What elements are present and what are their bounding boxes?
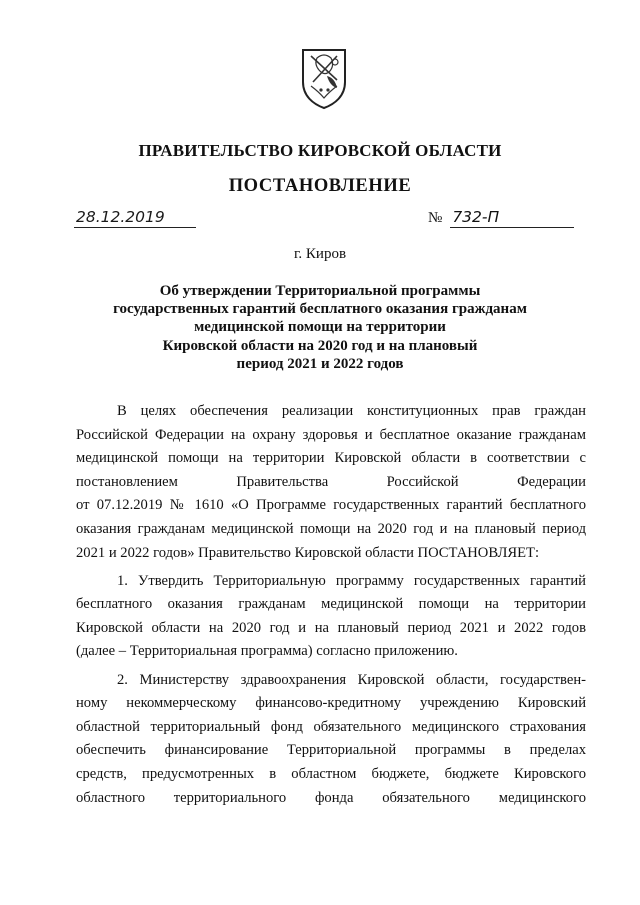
text-line: обеспечить финансирование Территориальной программы в пределах (76, 742, 586, 759)
text-line: постановлением Правительства Российской Федерации (76, 473, 586, 490)
document-title (0, 282, 640, 373)
text-line: от 07.12.2019 № 1610 «О Программе государственных гарантий бесплатного (76, 497, 586, 514)
document-body (76, 400, 586, 815)
number-label: № (428, 210, 443, 226)
text-line: средств, предусмотренных в областном бюджете, бюджете Кировского (76, 765, 586, 782)
text-line: Кировской области на 2020 год и на плановый период 2021 и 2022 годов (76, 619, 586, 636)
title-line: медицинской помощи на территории (194, 319, 446, 336)
title-line: Об утверждении Территориальной программы (159, 283, 481, 299)
text-line: ному некоммерческому финансово-кредитному учреждению Кировский (76, 695, 586, 712)
city: г. Киров (293, 246, 347, 262)
text-line: 2021 и 2022 годов» Правительство Кировской области ПОСТАНОВЛЯЕТ: (76, 544, 540, 561)
text-line: (далее – Территориальная программа) согласно приложению. (76, 643, 458, 660)
text-line: В целях обеспечения реализации конституционных прав граждан (117, 403, 586, 419)
text-line: 2. Министерству здравоохранения Кировской области, государствен- (117, 671, 586, 688)
paragraph-item-1 (76, 570, 586, 664)
coat-of-arms-icon (297, 46, 351, 110)
text-line: бесплатного оказания гражданам медицинской помощи на территории (76, 596, 586, 613)
document-type: ПОСТАНОВЛЕНИЕ (228, 176, 412, 196)
number-value: 732-П (450, 208, 574, 228)
organization-name: ПРАВИТЕЛЬСТВО КИРОВСКОЙ ОБЛАСТИ (138, 141, 502, 160)
document-number (428, 208, 578, 228)
text-line: 1. Утвердить Территориальную программу государственных гарантий (117, 572, 586, 589)
text-line: оказания гражданам медицинской помощи на 2020 год и на плановый период (76, 520, 586, 537)
paragraph-item-2 (76, 669, 586, 811)
text-line: Российской Федерации на охрану здоровья и бесплатное оказание гражданам (76, 426, 586, 443)
title-line: государственных гарантий бесплатного оказания гражданам (113, 301, 527, 318)
title-line: период 2021 и 2022 годов (236, 355, 404, 372)
text-line: областного территориального фонда обязательного медицинского (76, 789, 586, 806)
paragraph-preamble (76, 400, 586, 565)
document-date: 28.12.2019 (74, 208, 196, 228)
title-line: Кировской области на 2020 год и на плановый (162, 337, 478, 354)
text-line: областной территориальный фонд обязательного медицинского страхования (76, 718, 586, 735)
text-line: медицинской помощи на территории Кировской области в соответствии с (76, 450, 586, 467)
